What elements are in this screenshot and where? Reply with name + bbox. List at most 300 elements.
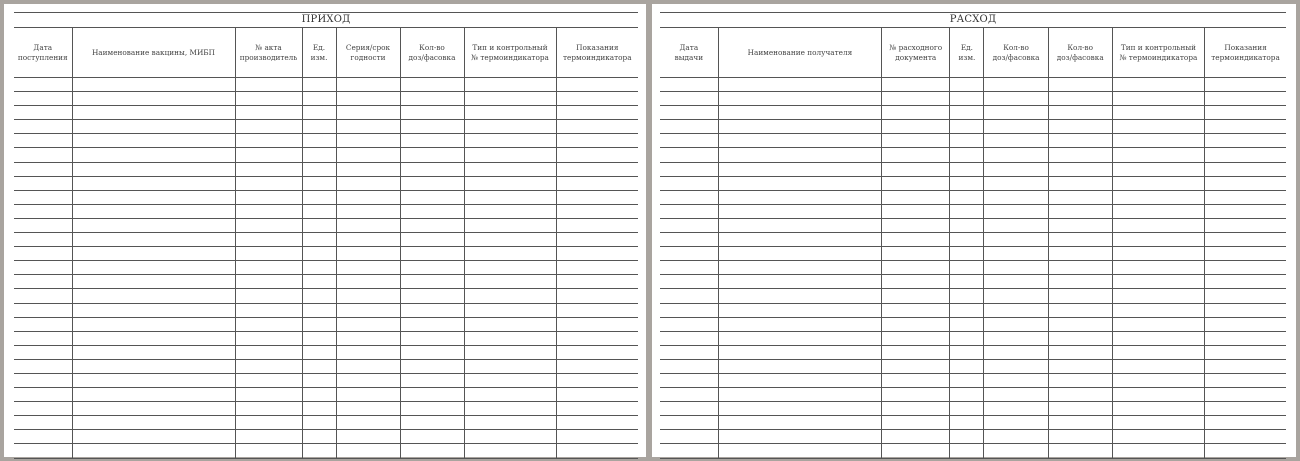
issue-table-cell[interactable] bbox=[882, 176, 950, 190]
receipt-table-cell[interactable] bbox=[72, 416, 235, 430]
receipt-table-cell[interactable] bbox=[464, 120, 556, 134]
issue-table-cell[interactable] bbox=[984, 233, 1048, 247]
receipt-table-cell[interactable] bbox=[72, 444, 235, 458]
receipt-table-cell[interactable] bbox=[464, 444, 556, 458]
receipt-table-cell[interactable] bbox=[14, 289, 72, 303]
receipt-table-cell[interactable] bbox=[235, 190, 302, 204]
issue-table-cell[interactable] bbox=[1112, 92, 1204, 106]
receipt-table-cell[interactable] bbox=[72, 345, 235, 359]
receipt-table-cell[interactable] bbox=[235, 148, 302, 162]
issue-table-cell[interactable] bbox=[1048, 204, 1112, 218]
issue-table-cell[interactable] bbox=[882, 92, 950, 106]
receipt-table-cell[interactable] bbox=[235, 261, 302, 275]
receipt-table-cell[interactable] bbox=[400, 430, 464, 444]
issue-table-cell[interactable] bbox=[882, 78, 950, 92]
receipt-table-cell[interactable] bbox=[556, 289, 638, 303]
issue-table-cell[interactable] bbox=[984, 289, 1048, 303]
issue-table-cell[interactable] bbox=[1112, 233, 1204, 247]
issue-table-cell[interactable] bbox=[1205, 106, 1286, 120]
receipt-table-cell[interactable] bbox=[336, 120, 400, 134]
receipt-table-cell[interactable] bbox=[400, 373, 464, 387]
receipt-table-cell[interactable] bbox=[400, 261, 464, 275]
receipt-table-cell[interactable] bbox=[235, 430, 302, 444]
issue-table-cell[interactable] bbox=[984, 275, 1048, 289]
receipt-table-cell[interactable] bbox=[235, 176, 302, 190]
issue-table-cell[interactable] bbox=[1112, 373, 1204, 387]
receipt-table-cell[interactable] bbox=[400, 204, 464, 218]
receipt-table-cell[interactable] bbox=[464, 289, 556, 303]
issue-table-cell[interactable] bbox=[1205, 331, 1286, 345]
receipt-table-cell[interactable] bbox=[400, 148, 464, 162]
receipt-table-cell[interactable] bbox=[72, 261, 235, 275]
issue-table-cell[interactable] bbox=[718, 331, 881, 345]
issue-table-cell[interactable] bbox=[718, 388, 881, 402]
receipt-table-cell[interactable] bbox=[302, 247, 336, 261]
issue-table-cell[interactable] bbox=[1112, 162, 1204, 176]
receipt-table-cell[interactable] bbox=[72, 162, 235, 176]
receipt-table-cell[interactable] bbox=[556, 359, 638, 373]
receipt-table-cell[interactable] bbox=[400, 444, 464, 458]
issue-table-cell[interactable] bbox=[984, 303, 1048, 317]
issue-table-cell[interactable] bbox=[882, 303, 950, 317]
receipt-table-cell[interactable] bbox=[464, 218, 556, 232]
receipt-table-cell[interactable] bbox=[302, 162, 336, 176]
receipt-table-cell[interactable] bbox=[235, 303, 302, 317]
issue-table-cell[interactable] bbox=[950, 176, 984, 190]
receipt-table-cell[interactable] bbox=[336, 373, 400, 387]
receipt-table-cell[interactable] bbox=[464, 317, 556, 331]
issue-table-cell[interactable] bbox=[1048, 444, 1112, 458]
receipt-table-cell[interactable] bbox=[336, 92, 400, 106]
receipt-table-cell[interactable] bbox=[72, 388, 235, 402]
issue-table-cell[interactable] bbox=[984, 106, 1048, 120]
issue-table-cell[interactable] bbox=[1205, 373, 1286, 387]
receipt-table-cell[interactable] bbox=[72, 148, 235, 162]
receipt-table-cell[interactable] bbox=[464, 430, 556, 444]
receipt-table-cell[interactable] bbox=[302, 275, 336, 289]
receipt-table-cell[interactable] bbox=[400, 218, 464, 232]
receipt-table-cell[interactable] bbox=[464, 402, 556, 416]
receipt-table-cell[interactable] bbox=[556, 134, 638, 148]
receipt-table-cell[interactable] bbox=[235, 106, 302, 120]
receipt-table-cell[interactable] bbox=[336, 345, 400, 359]
issue-table-cell[interactable] bbox=[984, 331, 1048, 345]
issue-table-cell[interactable] bbox=[882, 204, 950, 218]
issue-table-cell[interactable] bbox=[660, 345, 718, 359]
receipt-table-cell[interactable] bbox=[556, 317, 638, 331]
receipt-table-cell[interactable] bbox=[302, 430, 336, 444]
receipt-table-cell[interactable] bbox=[14, 106, 72, 120]
issue-table-cell[interactable] bbox=[1048, 373, 1112, 387]
receipt-table-cell[interactable] bbox=[336, 261, 400, 275]
issue-table-cell[interactable] bbox=[718, 416, 881, 430]
issue-table-cell[interactable] bbox=[1048, 92, 1112, 106]
issue-table-cell[interactable] bbox=[660, 430, 718, 444]
receipt-table-cell[interactable] bbox=[235, 444, 302, 458]
receipt-table-cell[interactable] bbox=[302, 345, 336, 359]
issue-table-cell[interactable] bbox=[660, 176, 718, 190]
issue-table-cell[interactable] bbox=[1112, 430, 1204, 444]
issue-table-cell[interactable] bbox=[1048, 106, 1112, 120]
issue-table-cell[interactable] bbox=[882, 345, 950, 359]
receipt-table-cell[interactable] bbox=[336, 331, 400, 345]
issue-table-cell[interactable] bbox=[718, 345, 881, 359]
issue-table-cell[interactable] bbox=[984, 416, 1048, 430]
receipt-table-cell[interactable] bbox=[400, 176, 464, 190]
receipt-table-cell[interactable] bbox=[556, 78, 638, 92]
issue-table-cell[interactable] bbox=[950, 134, 984, 148]
receipt-table-cell[interactable] bbox=[235, 275, 302, 289]
issue-table-cell[interactable] bbox=[718, 190, 881, 204]
issue-table-cell[interactable] bbox=[950, 261, 984, 275]
receipt-table-cell[interactable] bbox=[72, 106, 235, 120]
receipt-table-cell[interactable] bbox=[302, 204, 336, 218]
receipt-table-cell[interactable] bbox=[302, 261, 336, 275]
issue-table-cell[interactable] bbox=[1048, 331, 1112, 345]
issue-table-cell[interactable] bbox=[950, 402, 984, 416]
receipt-table-cell[interactable] bbox=[302, 134, 336, 148]
issue-table-cell[interactable] bbox=[1048, 78, 1112, 92]
receipt-table-cell[interactable] bbox=[556, 388, 638, 402]
issue-table-cell[interactable] bbox=[1048, 289, 1112, 303]
receipt-table-cell[interactable] bbox=[336, 162, 400, 176]
issue-table-cell[interactable] bbox=[984, 359, 1048, 373]
issue-table-cell[interactable] bbox=[1048, 345, 1112, 359]
issue-table-cell[interactable] bbox=[950, 233, 984, 247]
issue-table-cell[interactable] bbox=[950, 162, 984, 176]
issue-table-cell[interactable] bbox=[660, 218, 718, 232]
receipt-table-cell[interactable] bbox=[464, 275, 556, 289]
receipt-table-cell[interactable] bbox=[302, 78, 336, 92]
issue-table-cell[interactable] bbox=[882, 388, 950, 402]
issue-table-cell[interactable] bbox=[950, 204, 984, 218]
issue-table-cell[interactable] bbox=[718, 444, 881, 458]
issue-table-cell[interactable] bbox=[718, 261, 881, 275]
receipt-table-cell[interactable] bbox=[235, 388, 302, 402]
receipt-table-cell[interactable] bbox=[556, 190, 638, 204]
issue-table-cell[interactable] bbox=[882, 247, 950, 261]
receipt-table-cell[interactable] bbox=[336, 190, 400, 204]
issue-table-cell[interactable] bbox=[950, 106, 984, 120]
receipt-table-cell[interactable] bbox=[400, 247, 464, 261]
issue-table-cell[interactable] bbox=[1048, 303, 1112, 317]
receipt-table-cell[interactable] bbox=[400, 359, 464, 373]
issue-table-cell[interactable] bbox=[950, 373, 984, 387]
issue-table-cell[interactable] bbox=[882, 331, 950, 345]
receipt-table-cell[interactable] bbox=[14, 134, 72, 148]
receipt-table-cell[interactable] bbox=[14, 345, 72, 359]
receipt-table-cell[interactable] bbox=[336, 204, 400, 218]
receipt-table-cell[interactable] bbox=[400, 345, 464, 359]
receipt-table-cell[interactable] bbox=[336, 218, 400, 232]
receipt-table-cell[interactable] bbox=[302, 317, 336, 331]
issue-table-cell[interactable] bbox=[718, 78, 881, 92]
receipt-table-cell[interactable] bbox=[336, 78, 400, 92]
issue-table-cell[interactable] bbox=[660, 373, 718, 387]
issue-table-cell[interactable] bbox=[1112, 444, 1204, 458]
issue-table-cell[interactable] bbox=[1048, 162, 1112, 176]
receipt-table-cell[interactable] bbox=[302, 402, 336, 416]
issue-table-cell[interactable] bbox=[882, 373, 950, 387]
issue-table-cell[interactable] bbox=[660, 78, 718, 92]
issue-table-cell[interactable] bbox=[984, 78, 1048, 92]
receipt-table-cell[interactable] bbox=[556, 162, 638, 176]
receipt-table-cell[interactable] bbox=[464, 416, 556, 430]
issue-table-cell[interactable] bbox=[660, 317, 718, 331]
issue-table-cell[interactable] bbox=[1205, 148, 1286, 162]
issue-table-cell[interactable] bbox=[882, 275, 950, 289]
receipt-table-cell[interactable] bbox=[464, 106, 556, 120]
issue-table-cell[interactable] bbox=[984, 345, 1048, 359]
receipt-table-cell[interactable] bbox=[302, 289, 336, 303]
receipt-table-cell[interactable] bbox=[302, 233, 336, 247]
receipt-table-cell[interactable] bbox=[302, 92, 336, 106]
issue-table-cell[interactable] bbox=[660, 148, 718, 162]
issue-table-cell[interactable] bbox=[1048, 148, 1112, 162]
receipt-table-cell[interactable] bbox=[14, 204, 72, 218]
issue-table-cell[interactable] bbox=[660, 92, 718, 106]
receipt-table-cell[interactable] bbox=[556, 233, 638, 247]
receipt-table-cell[interactable] bbox=[302, 388, 336, 402]
receipt-table-cell[interactable] bbox=[336, 317, 400, 331]
issue-table-cell[interactable] bbox=[950, 430, 984, 444]
issue-table-cell[interactable] bbox=[882, 148, 950, 162]
issue-table-cell[interactable] bbox=[660, 134, 718, 148]
receipt-table-cell[interactable] bbox=[235, 204, 302, 218]
receipt-table-cell[interactable] bbox=[556, 148, 638, 162]
issue-table-cell[interactable] bbox=[984, 218, 1048, 232]
issue-table-cell[interactable] bbox=[1205, 247, 1286, 261]
issue-table-cell[interactable] bbox=[984, 134, 1048, 148]
issue-table-cell[interactable] bbox=[660, 402, 718, 416]
issue-table-cell[interactable] bbox=[950, 345, 984, 359]
issue-table-cell[interactable] bbox=[1205, 388, 1286, 402]
issue-table-cell[interactable] bbox=[1048, 120, 1112, 134]
issue-table-cell[interactable] bbox=[718, 92, 881, 106]
receipt-table-cell[interactable] bbox=[72, 120, 235, 134]
issue-table-cell[interactable] bbox=[1205, 134, 1286, 148]
receipt-table-cell[interactable] bbox=[14, 416, 72, 430]
receipt-table-cell[interactable] bbox=[336, 247, 400, 261]
receipt-table-cell[interactable] bbox=[235, 331, 302, 345]
issue-table-cell[interactable] bbox=[1205, 176, 1286, 190]
receipt-table-cell[interactable] bbox=[235, 78, 302, 92]
issue-table-cell[interactable] bbox=[984, 261, 1048, 275]
issue-table-cell[interactable] bbox=[1205, 78, 1286, 92]
receipt-table-cell[interactable] bbox=[464, 345, 556, 359]
issue-table-cell[interactable] bbox=[718, 148, 881, 162]
issue-table-cell[interactable] bbox=[660, 331, 718, 345]
issue-table-cell[interactable] bbox=[718, 176, 881, 190]
receipt-table-cell[interactable] bbox=[336, 275, 400, 289]
receipt-table-cell[interactable] bbox=[14, 162, 72, 176]
receipt-table-cell[interactable] bbox=[336, 176, 400, 190]
receipt-table-cell[interactable] bbox=[464, 78, 556, 92]
issue-table-cell[interactable] bbox=[1205, 444, 1286, 458]
receipt-table-cell[interactable] bbox=[336, 416, 400, 430]
receipt-table-cell[interactable] bbox=[302, 373, 336, 387]
receipt-table-cell[interactable] bbox=[235, 233, 302, 247]
issue-table-cell[interactable] bbox=[1048, 388, 1112, 402]
issue-table-cell[interactable] bbox=[950, 190, 984, 204]
receipt-table-cell[interactable] bbox=[556, 275, 638, 289]
receipt-table-cell[interactable] bbox=[400, 289, 464, 303]
issue-table-cell[interactable] bbox=[718, 106, 881, 120]
issue-table-cell[interactable] bbox=[660, 359, 718, 373]
issue-table-cell[interactable] bbox=[1048, 134, 1112, 148]
issue-table-cell[interactable] bbox=[660, 120, 718, 134]
receipt-table-cell[interactable] bbox=[14, 331, 72, 345]
receipt-table-cell[interactable] bbox=[72, 430, 235, 444]
receipt-table-cell[interactable] bbox=[464, 388, 556, 402]
issue-table-cell[interactable] bbox=[718, 303, 881, 317]
issue-table-cell[interactable] bbox=[1048, 402, 1112, 416]
issue-table-cell[interactable] bbox=[1048, 416, 1112, 430]
issue-table-cell[interactable] bbox=[950, 148, 984, 162]
issue-table-cell[interactable] bbox=[1048, 190, 1112, 204]
issue-table-cell[interactable] bbox=[660, 162, 718, 176]
receipt-table-cell[interactable] bbox=[14, 218, 72, 232]
receipt-table-cell[interactable] bbox=[14, 148, 72, 162]
issue-table-cell[interactable] bbox=[660, 444, 718, 458]
receipt-table-cell[interactable] bbox=[556, 402, 638, 416]
receipt-table-cell[interactable] bbox=[556, 416, 638, 430]
receipt-table-cell[interactable] bbox=[336, 359, 400, 373]
issue-table-cell[interactable] bbox=[718, 373, 881, 387]
receipt-table-cell[interactable] bbox=[235, 402, 302, 416]
issue-table-cell[interactable] bbox=[1205, 317, 1286, 331]
issue-table-cell[interactable] bbox=[1112, 416, 1204, 430]
receipt-table-cell[interactable] bbox=[14, 120, 72, 134]
issue-table-cell[interactable] bbox=[1048, 359, 1112, 373]
receipt-table-cell[interactable] bbox=[336, 402, 400, 416]
receipt-table-cell[interactable] bbox=[302, 416, 336, 430]
issue-table-cell[interactable] bbox=[1112, 402, 1204, 416]
issue-table-cell[interactable] bbox=[984, 444, 1048, 458]
receipt-table-cell[interactable] bbox=[400, 120, 464, 134]
receipt-table-cell[interactable] bbox=[400, 106, 464, 120]
issue-table-cell[interactable] bbox=[950, 359, 984, 373]
issue-table-cell[interactable] bbox=[718, 289, 881, 303]
issue-table-cell[interactable] bbox=[660, 261, 718, 275]
issue-table-cell[interactable] bbox=[882, 190, 950, 204]
issue-table-cell[interactable] bbox=[1205, 204, 1286, 218]
receipt-table-cell[interactable] bbox=[400, 275, 464, 289]
issue-table-cell[interactable] bbox=[660, 275, 718, 289]
receipt-table-cell[interactable] bbox=[464, 373, 556, 387]
receipt-table-cell[interactable] bbox=[235, 289, 302, 303]
receipt-table-cell[interactable] bbox=[14, 373, 72, 387]
receipt-table-cell[interactable] bbox=[302, 218, 336, 232]
issue-table-cell[interactable] bbox=[1048, 176, 1112, 190]
issue-table-cell[interactable] bbox=[718, 402, 881, 416]
issue-table-cell[interactable] bbox=[984, 204, 1048, 218]
issue-table-cell[interactable] bbox=[950, 416, 984, 430]
issue-table-cell[interactable] bbox=[950, 303, 984, 317]
receipt-table-cell[interactable] bbox=[14, 92, 72, 106]
issue-table-cell[interactable] bbox=[882, 317, 950, 331]
issue-table-cell[interactable] bbox=[984, 430, 1048, 444]
receipt-table-cell[interactable] bbox=[14, 233, 72, 247]
issue-table-cell[interactable] bbox=[950, 218, 984, 232]
issue-table-cell[interactable] bbox=[882, 416, 950, 430]
issue-table-cell[interactable] bbox=[660, 106, 718, 120]
issue-table-cell[interactable] bbox=[1048, 275, 1112, 289]
issue-table-cell[interactable] bbox=[660, 247, 718, 261]
issue-table-cell[interactable] bbox=[660, 204, 718, 218]
issue-table-cell[interactable] bbox=[950, 275, 984, 289]
issue-table-cell[interactable] bbox=[1112, 331, 1204, 345]
issue-table-cell[interactable] bbox=[1205, 218, 1286, 232]
issue-table-cell[interactable] bbox=[1205, 275, 1286, 289]
issue-table-cell[interactable] bbox=[950, 388, 984, 402]
issue-table-cell[interactable] bbox=[1205, 190, 1286, 204]
issue-table-cell[interactable] bbox=[1112, 275, 1204, 289]
issue-table-cell[interactable] bbox=[1205, 359, 1286, 373]
issue-table-cell[interactable] bbox=[1205, 303, 1286, 317]
issue-table-cell[interactable] bbox=[984, 247, 1048, 261]
issue-table-cell[interactable] bbox=[660, 233, 718, 247]
receipt-table-cell[interactable] bbox=[14, 275, 72, 289]
issue-table-cell[interactable] bbox=[950, 247, 984, 261]
receipt-table-cell[interactable] bbox=[400, 233, 464, 247]
receipt-table-cell[interactable] bbox=[302, 148, 336, 162]
receipt-table-cell[interactable] bbox=[556, 430, 638, 444]
issue-table-cell[interactable] bbox=[1112, 388, 1204, 402]
receipt-table-cell[interactable] bbox=[14, 176, 72, 190]
receipt-table-cell[interactable] bbox=[14, 247, 72, 261]
receipt-table-cell[interactable] bbox=[235, 416, 302, 430]
issue-table-cell[interactable] bbox=[882, 233, 950, 247]
issue-table-cell[interactable] bbox=[1112, 317, 1204, 331]
issue-table-cell[interactable] bbox=[1205, 402, 1286, 416]
issue-table-cell[interactable] bbox=[984, 388, 1048, 402]
issue-table-cell[interactable] bbox=[984, 120, 1048, 134]
issue-table-cell[interactable] bbox=[984, 190, 1048, 204]
receipt-table-cell[interactable] bbox=[556, 303, 638, 317]
receipt-table-cell[interactable] bbox=[400, 78, 464, 92]
receipt-table-cell[interactable] bbox=[336, 106, 400, 120]
receipt-table-cell[interactable] bbox=[400, 402, 464, 416]
issue-table-cell[interactable] bbox=[1112, 218, 1204, 232]
issue-table-cell[interactable] bbox=[1112, 289, 1204, 303]
issue-table-cell[interactable] bbox=[984, 148, 1048, 162]
receipt-table-cell[interactable] bbox=[336, 148, 400, 162]
issue-table-cell[interactable] bbox=[882, 134, 950, 148]
receipt-table-cell[interactable] bbox=[464, 359, 556, 373]
receipt-table-cell[interactable] bbox=[235, 218, 302, 232]
receipt-table-cell[interactable] bbox=[400, 317, 464, 331]
receipt-table-cell[interactable] bbox=[14, 388, 72, 402]
receipt-table-cell[interactable] bbox=[14, 402, 72, 416]
receipt-table-cell[interactable] bbox=[556, 261, 638, 275]
issue-table-cell[interactable] bbox=[660, 388, 718, 402]
issue-table-cell[interactable] bbox=[950, 92, 984, 106]
receipt-table-cell[interactable] bbox=[72, 373, 235, 387]
receipt-table-cell[interactable] bbox=[464, 303, 556, 317]
issue-table-cell[interactable] bbox=[882, 106, 950, 120]
receipt-table-cell[interactable] bbox=[336, 303, 400, 317]
issue-table-cell[interactable] bbox=[1205, 120, 1286, 134]
receipt-table-cell[interactable] bbox=[302, 176, 336, 190]
receipt-table-cell[interactable] bbox=[336, 233, 400, 247]
issue-table-cell[interactable] bbox=[882, 261, 950, 275]
receipt-table-cell[interactable] bbox=[556, 444, 638, 458]
receipt-table-cell[interactable] bbox=[72, 275, 235, 289]
issue-table-cell[interactable] bbox=[984, 176, 1048, 190]
receipt-table-cell[interactable] bbox=[235, 134, 302, 148]
issue-table-cell[interactable] bbox=[1112, 134, 1204, 148]
